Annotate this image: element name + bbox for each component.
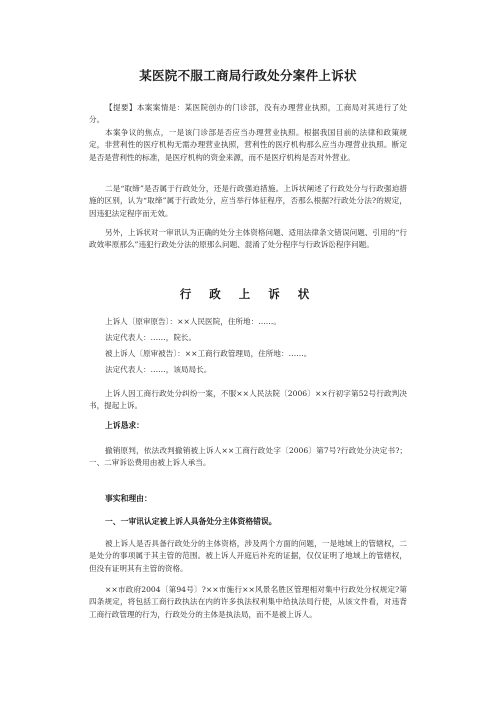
- requests-heading: 上诉恳求：: [105, 421, 144, 430]
- party-appellant: 上诉人〔原审原告〕：××人民医院，住所地：……。: [105, 317, 281, 326]
- requests-paragraph: 撤销原判，依法改判撤销被上诉人××工商行政处字〔2006〕第7号?行政处分决定书?；一、二审诉讼费用由被上诉人承当。: [89, 446, 407, 468]
- party-appellant-rep: 法定代表人：……，院长。: [105, 333, 197, 342]
- dispute-focus-paragraph: 本案争议的焦点，一是该门诊部是否应当办理营业执照。根据我国目前的法律和政策规定，非营利性的医疗机构无需办理营业执照，营利性的医疗机构那么应当办理营业执照。断定是否是营利性的标准，是医疗机构的资金来源，而不是医疗机构是否对外营业。: [89, 128, 407, 162]
- point1-paragraph-2: ××市政府2004〔第94号〕?××市施行××风景名胜区管理相对集中行政处分权规定?第四条规定，将包括工商行政执法在内的许多执法权利集中给执法局行使，从该文件看，对违背工商行政管理的行为，行政处分的主体是执法局，而不是被上诉人。: [89, 585, 407, 619]
- document-title: 某医院不服工商局行政处分案件上诉状: [139, 68, 357, 83]
- additional-issues-paragraph: 另外，上诉状对一审讯认为正确的处分主体资格问题、适用法律条文错误问题、引用的“行政效率原那么”违犯行政处分法的原那么问题、混淆了处分程序与行政诉讼程序问题。: [89, 228, 407, 250]
- point1-paragraph: 被上诉人是否具备行政处分的主体资格，涉及两个方面的问题，一是地域上的管辖权，二是处分的事项属于其主管的范围。被上诉人开庭后补充的证据，仅仅证明了地域上的管辖权，但没有证明其有主管的资格。: [89, 539, 407, 573]
- point1-heading: 一、一审讯认定被上诉人具备处分主体资格错误。: [105, 517, 277, 526]
- party-appellee: 被上诉人〔原审被告〕：××工商行政管理局，住所地：……。: [105, 349, 312, 358]
- second-issue-paragraph: 二是“取缔”是否属于行政处分，还是行政强迫措施。上诉状阐述了行政处分与行政强迫措施的区别，认为“取缔”属于行政处分，应当举行体征程序，否那么根据?行政处分法?的规定，因违犯法定程序而无效。: [89, 184, 407, 218]
- section-heading: 行 政 上 诉 状: [179, 287, 317, 301]
- appeal-intro-paragraph: 上诉人因工商行政处分纠纷一案，不服××人民法院〔2006〕××行初字第52号行政判决书，提起上诉。: [89, 389, 407, 411]
- facts-heading: 事实和理由：: [105, 494, 152, 503]
- abstract-paragraph: 【提要】本案案情是：某医院创办的门诊部，没有办理营业执照，工商局对其进行了处分。: [89, 103, 407, 125]
- party-appellee-rep: 法定代表人：……，该局局长。: [105, 365, 212, 374]
